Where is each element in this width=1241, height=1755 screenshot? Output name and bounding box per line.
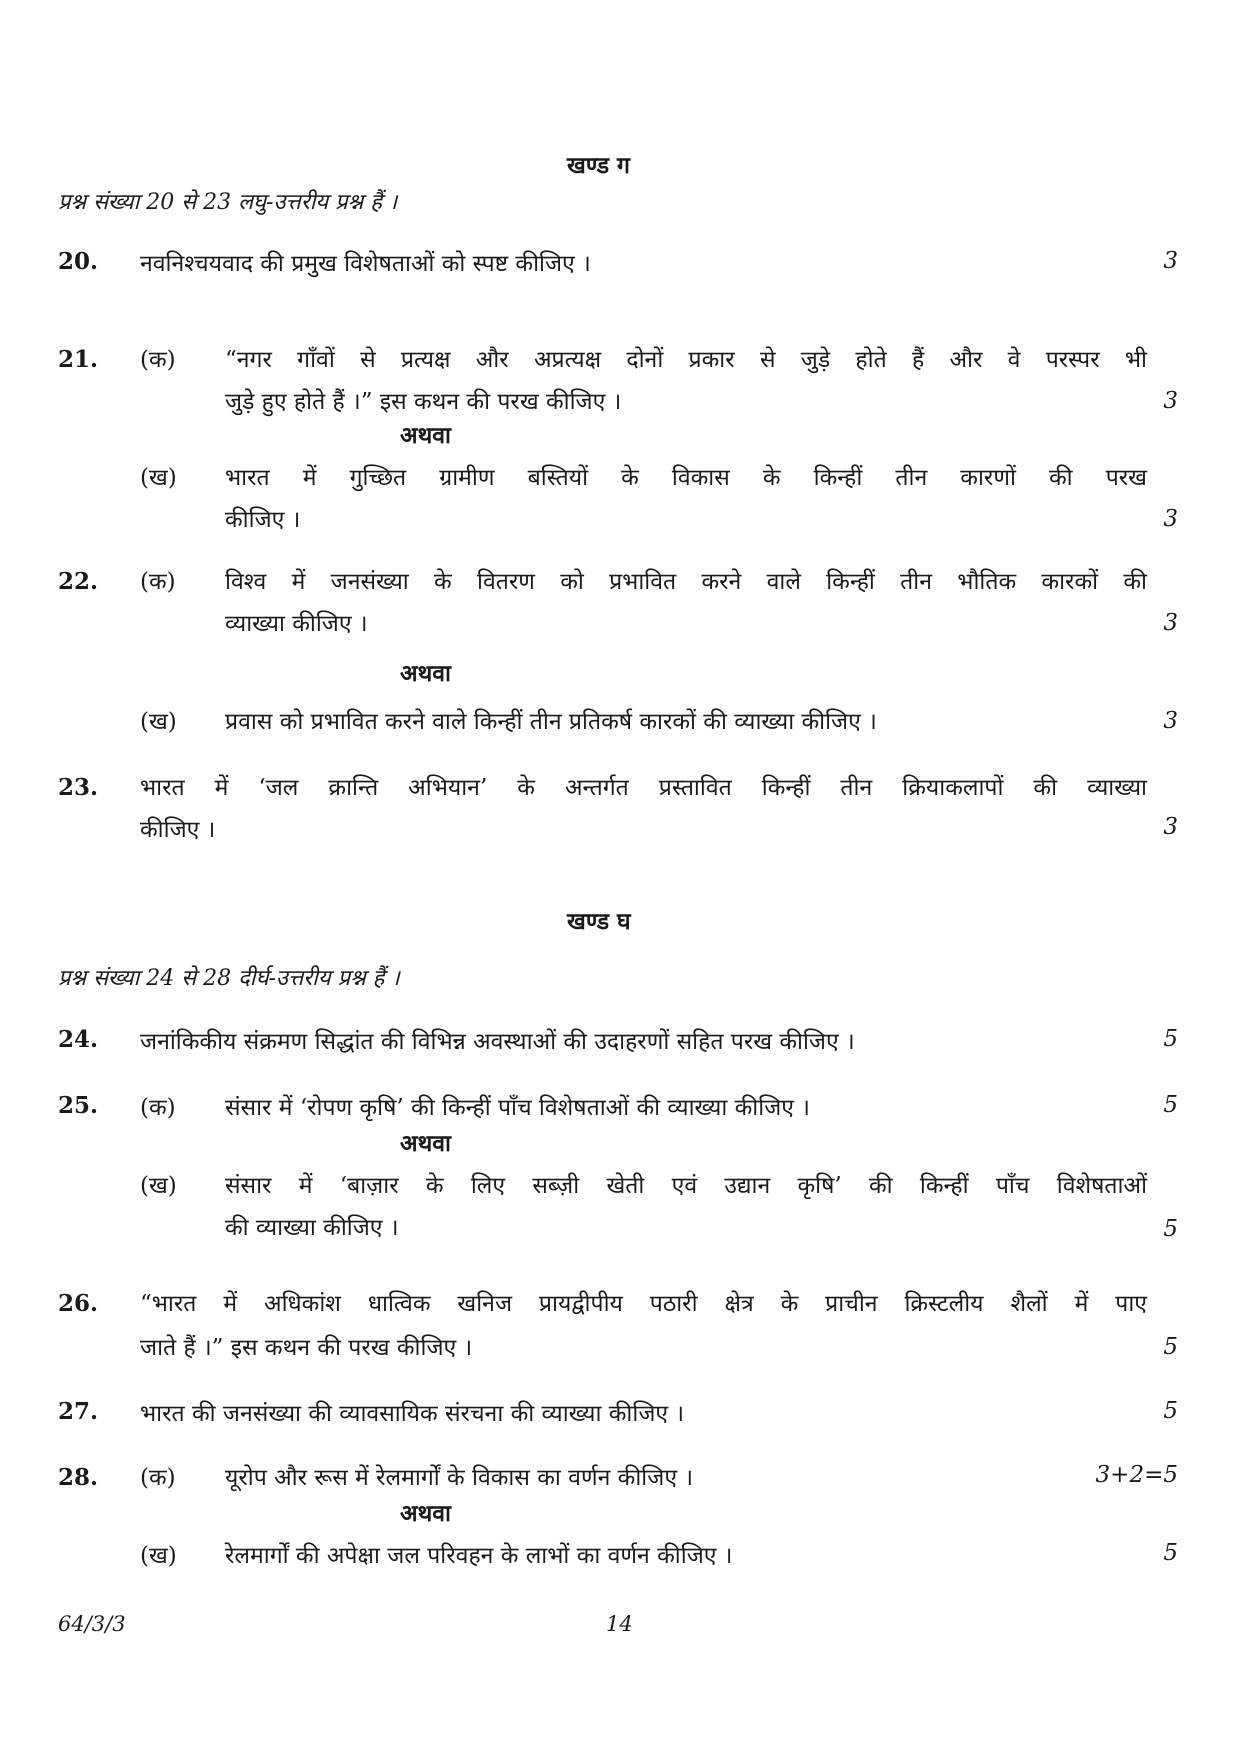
option-text-a-line-2: जुड़े हुए होते हैं ।” इस कथन की परख कीजिए ।: [225, 389, 622, 415]
question-text: भारत की जनसंख्या की व्यावसायिक संरचना की व्याख्या कीजिए ।: [140, 1401, 685, 1427]
section-c-heading: खण्ड ग: [567, 152, 631, 179]
question-text-line-2: कीजिए ।: [140, 817, 216, 843]
question-number: 27.: [58, 1398, 99, 1425]
option-a-marks: 5: [1163, 1092, 1178, 1118]
option-a-marks: 3+2=5: [1095, 1462, 1178, 1488]
option-label-a: (क): [140, 1465, 176, 1491]
question-text-line-2: जाते हैं ।” इस कथन की परख कीजिए ।: [140, 1335, 473, 1361]
question-text: जनांकिकीय संक्रमण सिद्धांत की विभिन्न अवस्थाओं की उदाहरणों सहित परख कीजिए ।: [140, 1029, 855, 1055]
paper-code: 64/3/3: [58, 1612, 126, 1636]
section-d-heading: खण्ड घ: [567, 908, 631, 935]
option-b-marks: 3: [1163, 708, 1178, 734]
option-label-b: (ख): [140, 1173, 177, 1199]
option-label-a: (क): [140, 569, 176, 595]
or-separator: अथवा: [400, 1130, 452, 1157]
question-marks: 5: [1163, 1026, 1178, 1052]
or-separator: अथवा: [400, 422, 452, 449]
question-number: 24.: [58, 1026, 99, 1053]
option-text-a-line-1: संसार में ‘रोपण कृषि’ की किन्हीं पाँच विशेषताओं की व्याख्या कीजिए ।: [225, 1095, 811, 1121]
question-number: 22.: [58, 568, 99, 595]
question-number: 21.: [58, 346, 99, 373]
option-text-a-line-1: “नगर गाँवों से प्रत्यक्ष और अप्रत्यक्ष दोनों प्रकार से जुड़े होते हैं और वे परस्पर भी: [225, 347, 1147, 373]
option-b-marks: 3: [1163, 506, 1178, 532]
option-label-b: (ख): [140, 465, 177, 491]
option-label-a: (क): [140, 1095, 176, 1121]
question-number: 25.: [58, 1092, 99, 1119]
question-marks: 5: [1163, 1334, 1178, 1360]
option-label-b: (ख): [140, 1543, 177, 1569]
option-text-a-line-1: विश्व में जनसंख्या के वितरण को प्रभावित करने वाले किन्हीं तीन भौतिक कारकों की: [225, 569, 1147, 595]
section-c-instruction: प्रश्न संख्या 20 से 23 लघु-उत्तरीय प्रश्न हैं ।: [58, 190, 398, 215]
question-number: 28.: [58, 1464, 99, 1491]
or-separator: अथवा: [400, 660, 452, 687]
question-text-line-1: भारत में ‘जल क्रान्ति अभियान’ के अन्तर्गत प्रस्तावित किन्हीं तीन क्रियाकलापों की व्याख्या: [140, 775, 1147, 801]
question-marks: 3: [1163, 814, 1178, 840]
option-text-b-line-1: रेलमार्गों की अपेक्षा जल परिवहन के लाभों का वर्णन कीजिए ।: [225, 1543, 733, 1569]
or-separator: अथवा: [400, 1500, 452, 1527]
section-d-instruction: प्रश्न संख्या 24 से 28 दीर्घ-उत्तरीय प्रश्न हैं ।: [58, 966, 400, 991]
option-text-b-line-1: प्रवास को प्रभावित करने वाले किन्हीं तीन प्रतिकर्ष कारकों की व्याख्या कीजिए ।: [225, 709, 877, 735]
question-text-line-1: “भारत में अधिकांश धात्विक खनिज प्रायद्वीपीय पठारी क्षेत्र के प्राचीन क्रिस्टलीय शैलों में पाए: [140, 1291, 1147, 1317]
option-text-b-line-1: संसार में ‘बाज़ार के लिए सब्ज़ी खेती एवं उद्यान कृषि’ की किन्हीं पाँच विशेषताओं: [225, 1173, 1147, 1199]
question-number: 26.: [58, 1290, 99, 1317]
option-text-b-line-1: भारत में गुच्छित ग्रामीण बस्तियों के विकास के किन्हीं तीन कारणों की परख: [225, 465, 1147, 491]
question-text: नवनिश्चयवाद की प्रमुख विशेषताओं को स्पष्ट कीजिए ।: [140, 251, 591, 277]
option-text-a-line-1: यूरोप और रूस में रेलमार्गों के विकास का वर्णन कीजिए ।: [225, 1465, 694, 1491]
question-marks: 3: [1163, 248, 1178, 274]
option-b-marks: 5: [1163, 1216, 1178, 1242]
page-number: 14: [606, 1612, 633, 1636]
option-text-b-line-2: की व्याख्या कीजिए ।: [225, 1215, 399, 1241]
question-number: 20.: [58, 248, 99, 275]
option-text-b-line-2: कीजिए ।: [225, 507, 301, 533]
option-a-marks: 3: [1163, 610, 1178, 636]
option-label-b: (ख): [140, 709, 177, 735]
question-marks: 5: [1163, 1398, 1178, 1424]
option-a-marks: 3: [1163, 388, 1178, 414]
option-b-marks: 5: [1163, 1540, 1178, 1566]
option-text-a-line-2: व्याख्या कीजिए ।: [225, 611, 368, 637]
question-number: 23.: [58, 774, 99, 801]
option-label-a: (क): [140, 347, 176, 373]
